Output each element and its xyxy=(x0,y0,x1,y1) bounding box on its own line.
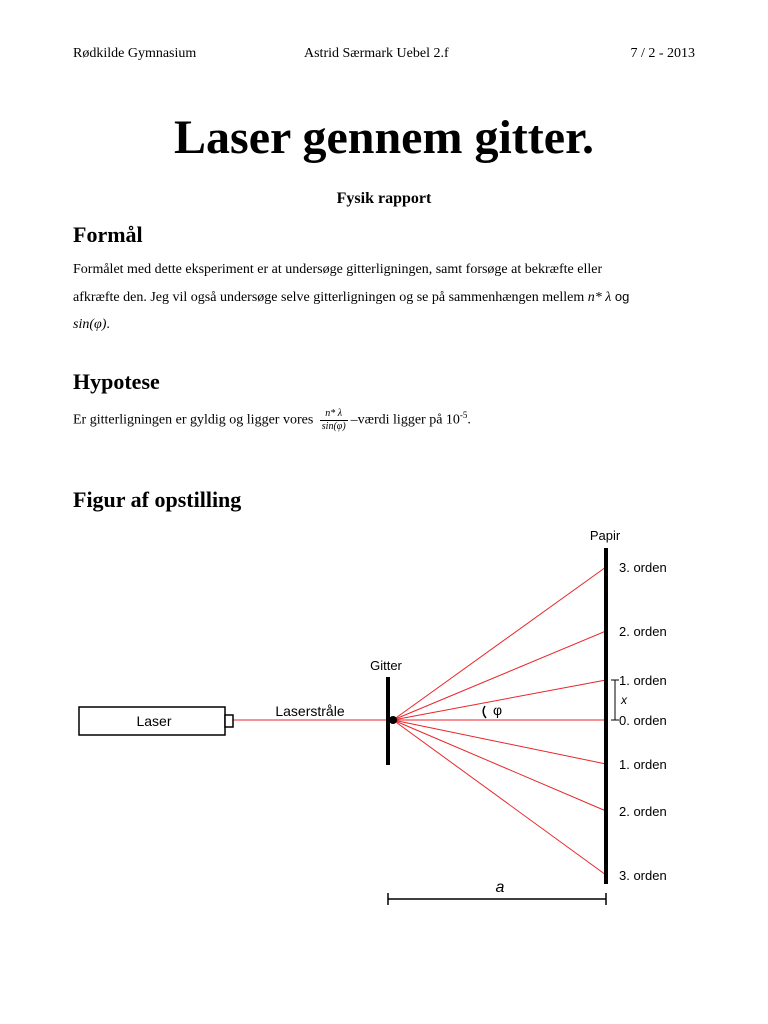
order-label: 2. orden xyxy=(619,804,667,819)
fraction-numerator: n* λ xyxy=(320,408,348,421)
setup-figure xyxy=(0,520,768,925)
heading-figur: Figur af opstilling xyxy=(73,487,242,512)
hypotese-text-before: Er gitterligningen er gyldig og ligger vores xyxy=(73,412,314,428)
diffraction-beams xyxy=(233,567,606,875)
phi-label: φ xyxy=(493,702,503,718)
x-label: x xyxy=(621,693,627,707)
formaal-line-1: Formålet med dette eksperiment er at undersøge gitterligningen, samt forsøge at bekræfte eller xyxy=(73,262,603,277)
order-labels xyxy=(619,560,667,883)
angle-arc xyxy=(483,706,486,718)
paragraph-hypotese xyxy=(73,405,703,433)
a-label: a xyxy=(495,879,505,896)
gitter-label: Gitter xyxy=(370,658,402,673)
hypotese-fraction xyxy=(320,408,348,433)
paragraph-formaal xyxy=(73,256,703,338)
order-label: 1. orden xyxy=(619,673,667,688)
diffraction-beam xyxy=(393,567,606,720)
header-author: Astrid Særmark Uebel 2.f xyxy=(304,46,449,61)
order-label: 2. orden xyxy=(619,624,667,639)
order-label: 3. orden xyxy=(619,560,667,575)
order-label: 0. orden xyxy=(619,713,667,728)
formaal-line-2-text: afkræfte den. Jeg vil også undersøge selve gitterligningen og se på sammenhængen mellem xyxy=(73,290,585,305)
hypotese-exponent: -5 xyxy=(459,410,468,420)
laserstraale-label: Laserstråle xyxy=(275,703,345,719)
formaal-expr-n-lambda: n* λ xyxy=(587,290,612,305)
document-title: Laser gennem gitter. xyxy=(174,111,594,164)
formaal-og: og xyxy=(614,289,630,304)
hypotese-text-after: –værdi ligger på 10 xyxy=(350,412,460,428)
formaal-expr-sin-phi: sin(φ) xyxy=(73,317,107,332)
setup-diagram xyxy=(0,520,768,920)
fraction-denominator: sin(φ) xyxy=(321,420,346,432)
papir-label: Papir xyxy=(589,528,621,543)
formaal-line-3-end: . xyxy=(106,317,110,332)
formaal-line-2 xyxy=(73,283,703,311)
header-school: Rødkilde Gymnasium xyxy=(73,46,197,61)
grating-point xyxy=(389,716,397,724)
formaal-line-3 xyxy=(73,311,703,338)
hypotese-end: . xyxy=(467,412,471,428)
diffraction-beam xyxy=(393,720,606,764)
order-label: 3. orden xyxy=(619,868,667,883)
heading-formaal: Formål xyxy=(73,222,143,247)
header-date: 7 / 2 - 2013 xyxy=(630,46,695,61)
document-subtitle: Fysik rapport xyxy=(336,190,432,207)
laser-nozzle xyxy=(225,715,233,727)
heading-hypotese: Hypotese xyxy=(73,369,160,394)
laser-label: Laser xyxy=(136,713,172,729)
order-label: 1. orden xyxy=(619,757,667,772)
